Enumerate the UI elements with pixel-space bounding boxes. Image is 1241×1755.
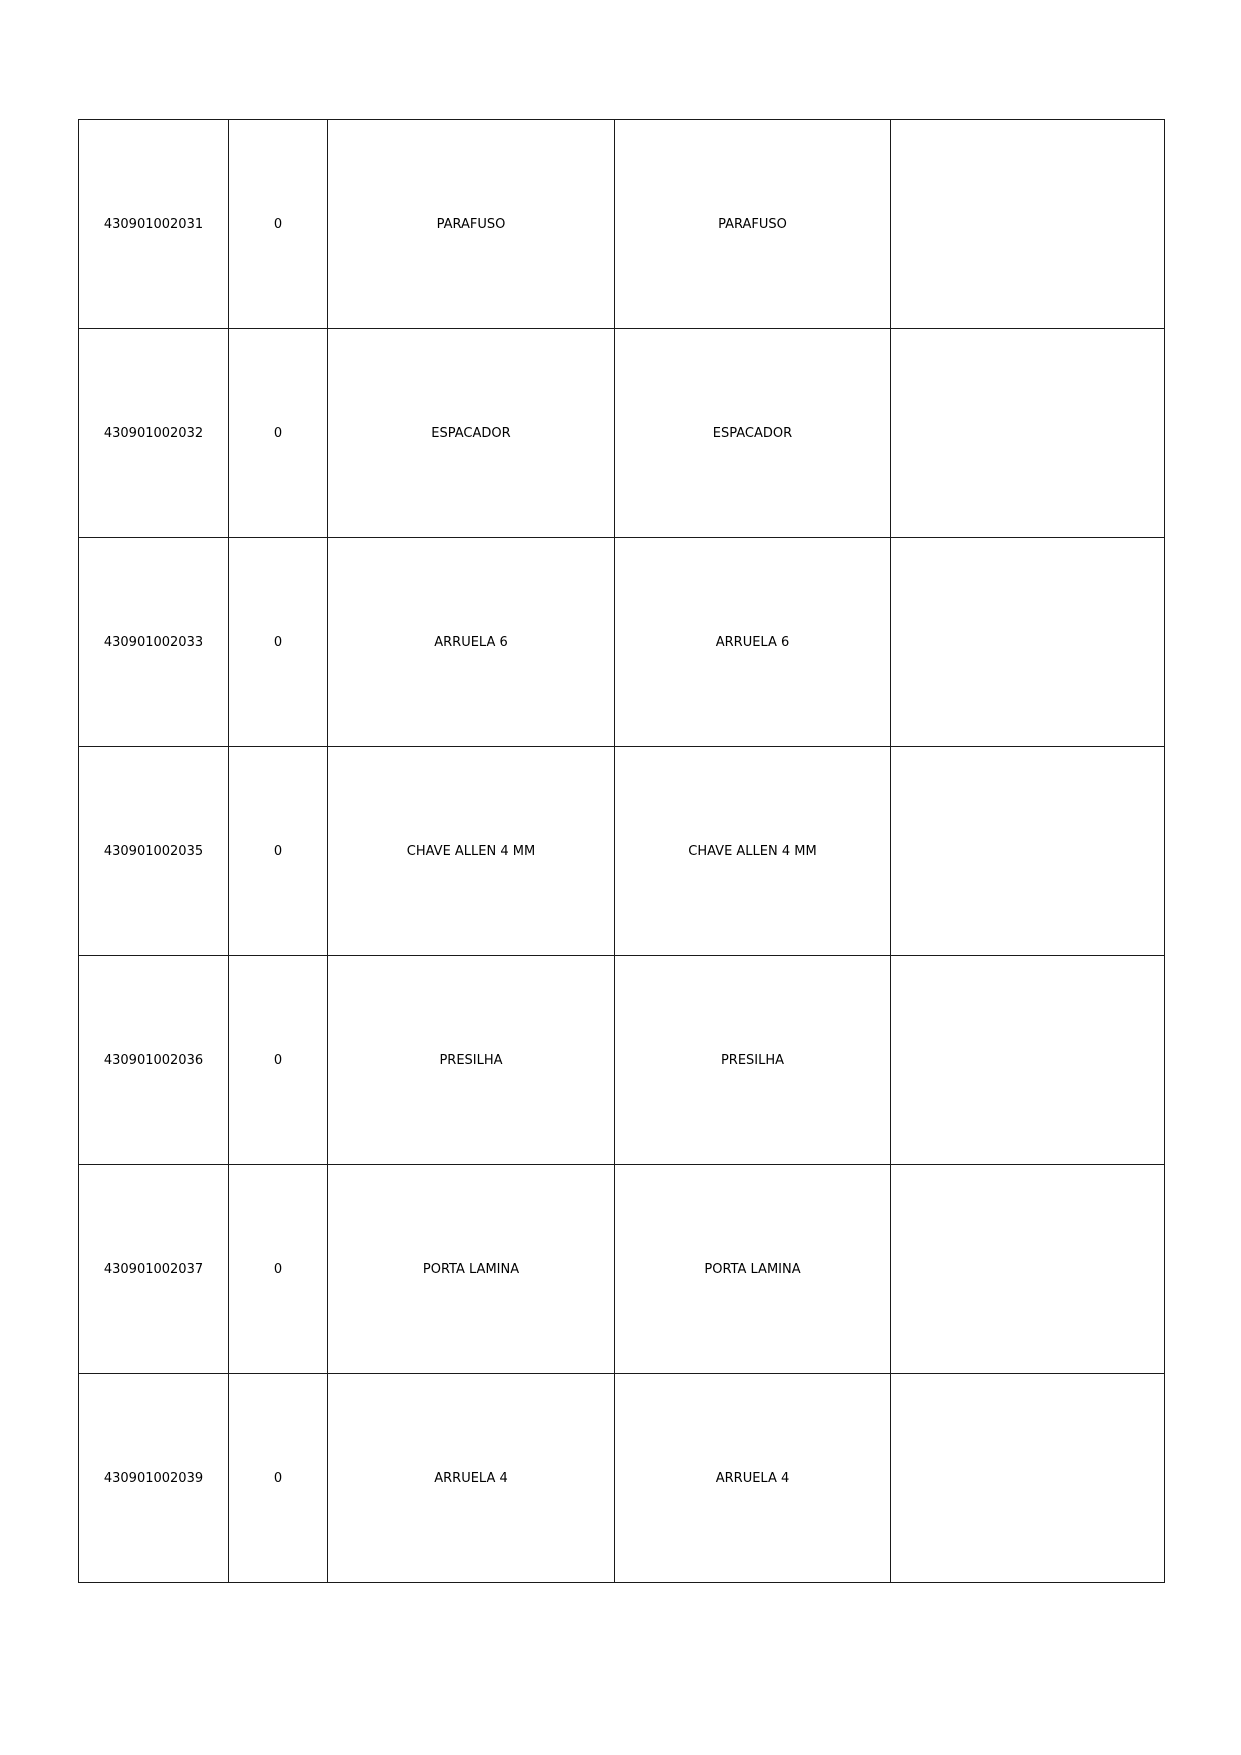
cell-description: PARAFUSO: [328, 120, 615, 329]
cell-note: [891, 538, 1165, 747]
cell-code: 430901002032: [79, 329, 229, 538]
cell-note: [891, 1165, 1165, 1374]
cell-description-alt: ARRUELA 4: [615, 1374, 891, 1583]
cell-code: 430901002035: [79, 747, 229, 956]
cell-code: 430901002039: [79, 1374, 229, 1583]
cell-code: 430901002037: [79, 1165, 229, 1374]
cell-description: ARRUELA 6: [328, 538, 615, 747]
cell-description: ESPACADOR: [328, 329, 615, 538]
parts-table: [78, 119, 1165, 1583]
cell-code: 430901002031: [79, 120, 229, 329]
table-row: [79, 120, 1165, 329]
table-row: [79, 956, 1165, 1165]
cell-note: [891, 1374, 1165, 1583]
cell-description-alt: ESPACADOR: [615, 329, 891, 538]
cell-qty: 0: [229, 329, 328, 538]
cell-qty: 0: [229, 956, 328, 1165]
cell-note: [891, 120, 1165, 329]
cell-description-alt: PRESILHA: [615, 956, 891, 1165]
cell-description-alt: CHAVE ALLEN 4 MM: [615, 747, 891, 956]
cell-note: [891, 329, 1165, 538]
table-row: [79, 1165, 1165, 1374]
cell-description-alt: PORTA LAMINA: [615, 1165, 891, 1374]
cell-description: PORTA LAMINA: [328, 1165, 615, 1374]
cell-description: ARRUELA 4: [328, 1374, 615, 1583]
cell-description-alt: ARRUELA 6: [615, 538, 891, 747]
cell-note: [891, 747, 1165, 956]
cell-qty: 0: [229, 1374, 328, 1583]
cell-qty: 0: [229, 1165, 328, 1374]
cell-qty: 0: [229, 747, 328, 956]
table-row: [79, 1374, 1165, 1583]
table-row: [79, 538, 1165, 747]
cell-description: PRESILHA: [328, 956, 615, 1165]
cell-code: 430901002036: [79, 956, 229, 1165]
cell-description-alt: PARAFUSO: [615, 120, 891, 329]
table-row: [79, 747, 1165, 956]
table-row: [79, 329, 1165, 538]
cell-qty: 0: [229, 120, 328, 329]
cell-qty: 0: [229, 538, 328, 747]
cell-code: 430901002033: [79, 538, 229, 747]
cell-description: CHAVE ALLEN 4 MM: [328, 747, 615, 956]
cell-note: [891, 956, 1165, 1165]
